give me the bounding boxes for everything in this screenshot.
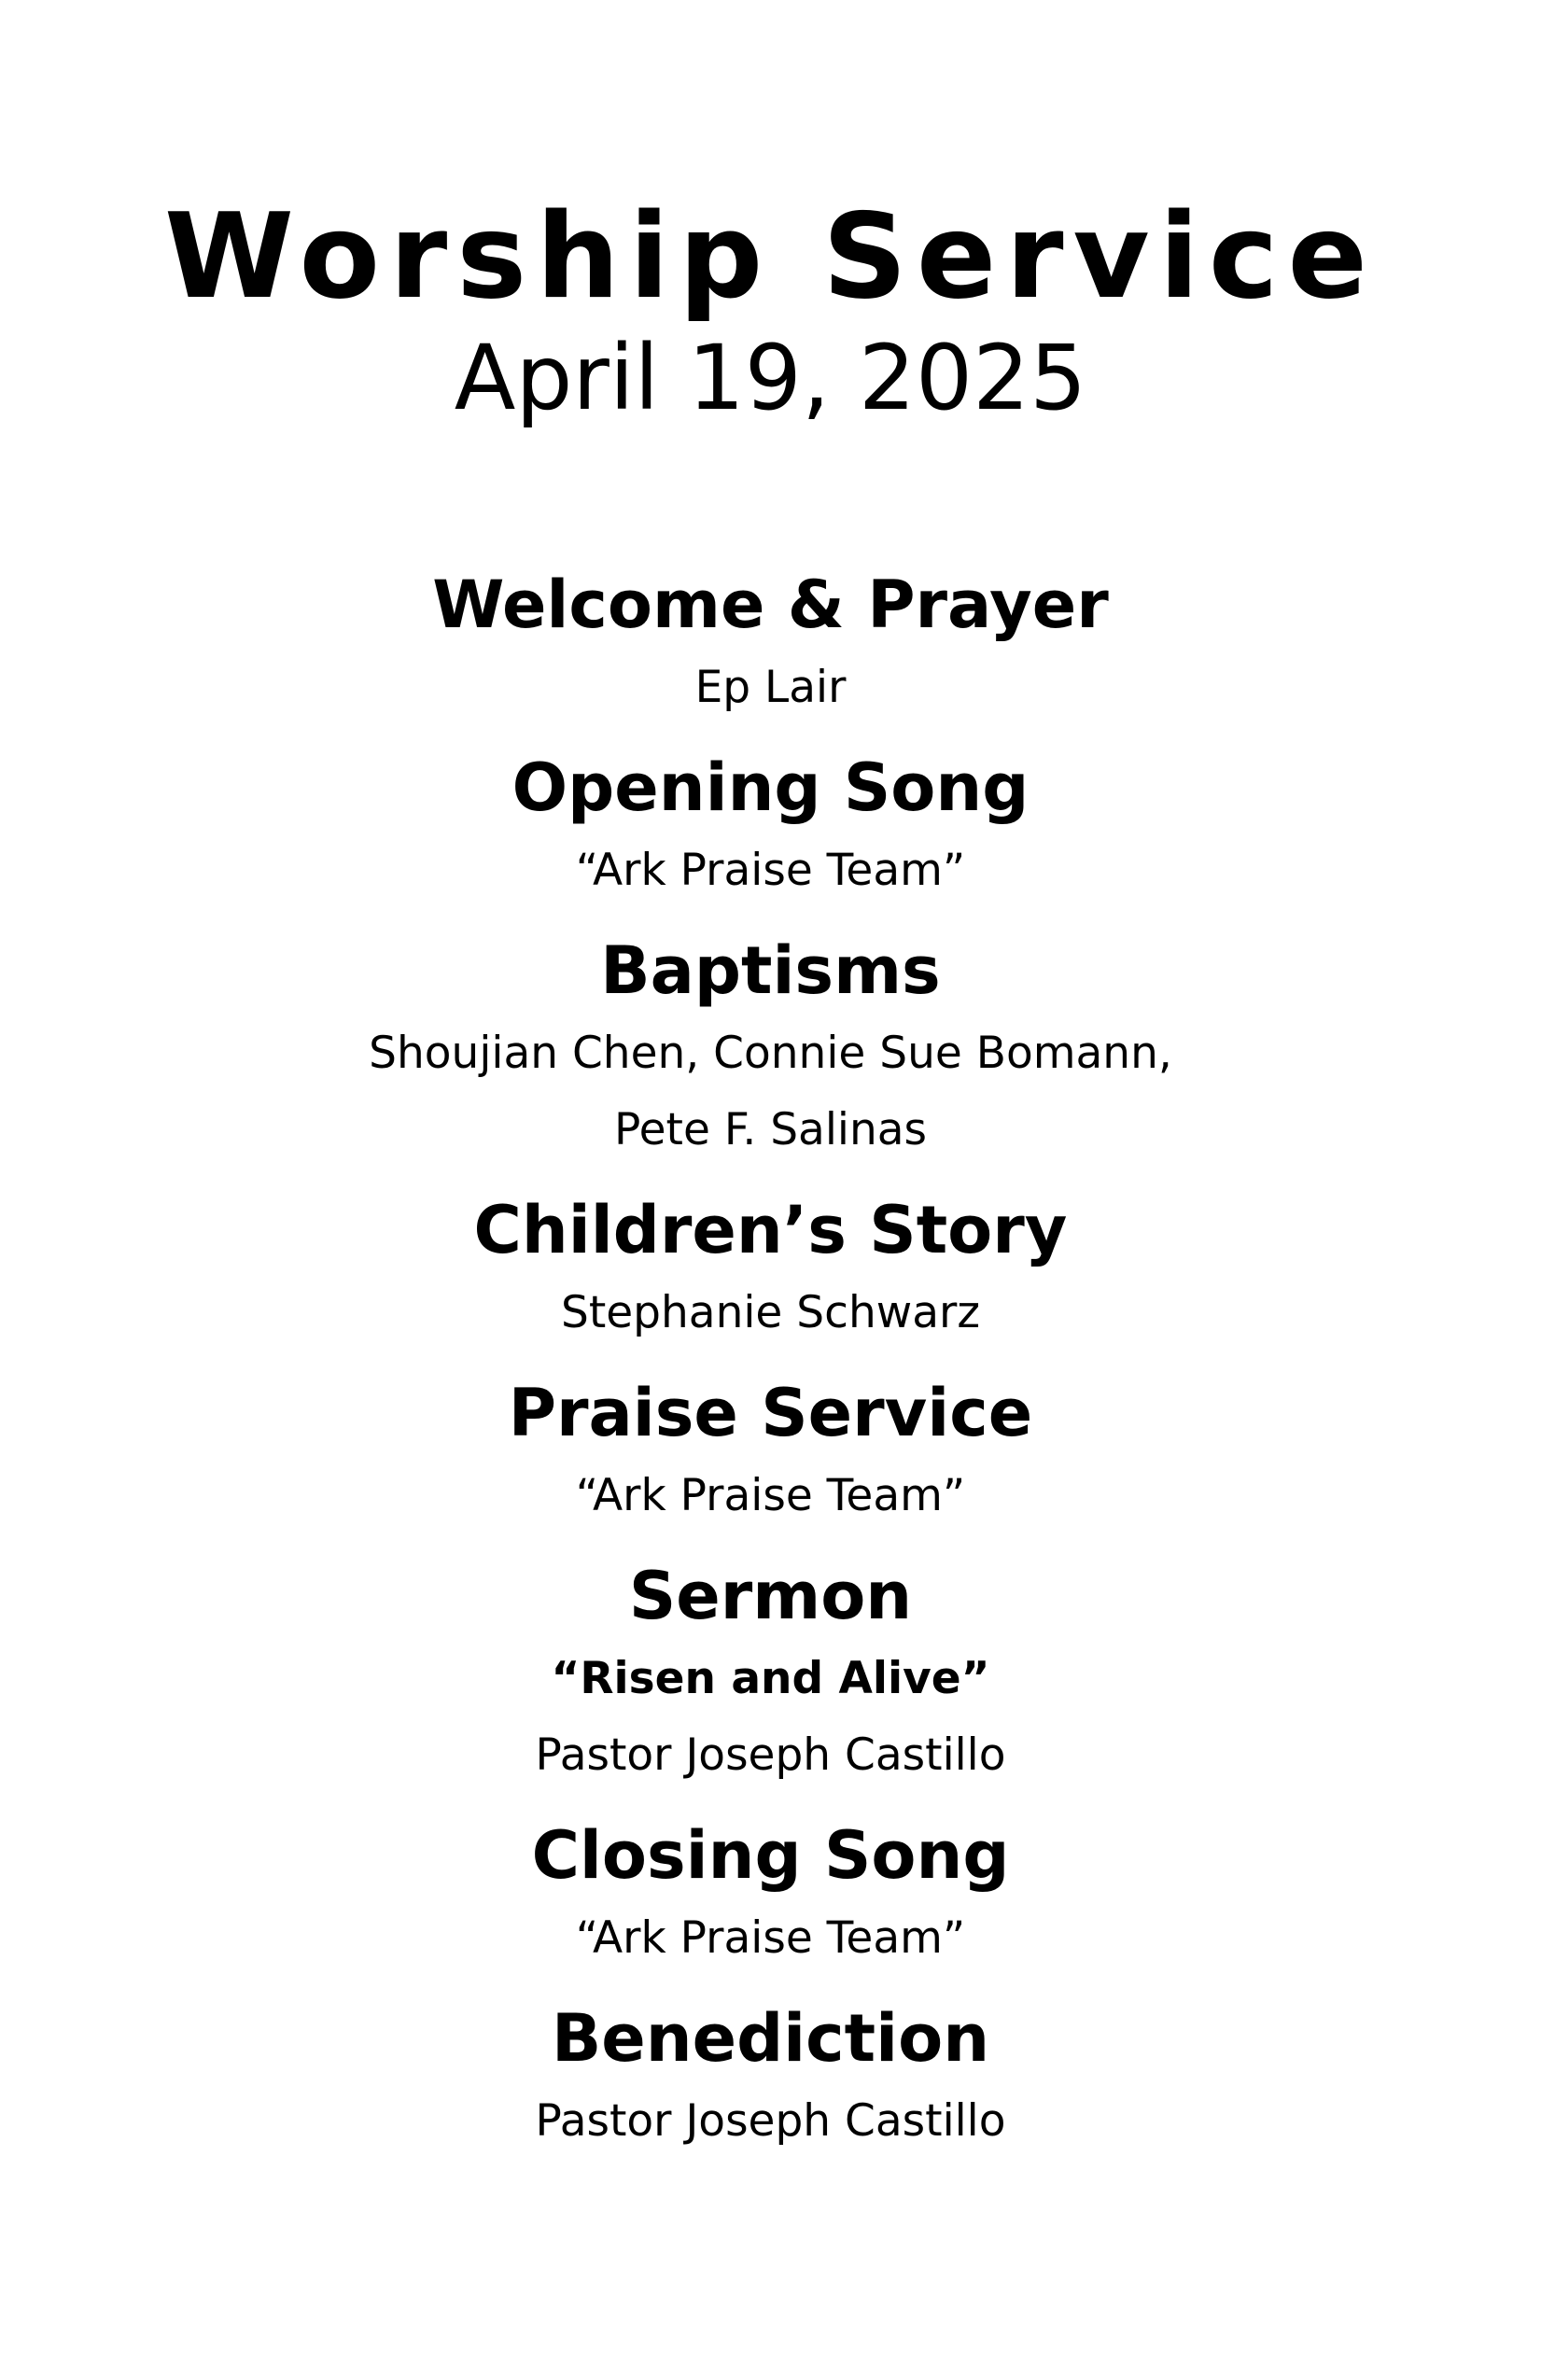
order-of-service <box>0 560 1541 2160</box>
program-item-childrens-story <box>0 1185 1541 1351</box>
program-item-heading: Sermon <box>628 1558 913 1634</box>
program-item-leader: “Ark Praise Team” <box>575 845 966 896</box>
program-item-leader: “Ark Praise Team” <box>575 1470 966 1521</box>
program-item-welcome-prayer <box>0 560 1541 726</box>
program-item-names: Pete F. Salinas <box>613 1104 928 1155</box>
page-title: Worship Service <box>164 188 1377 325</box>
program-item-closing-song <box>0 1811 1541 1977</box>
program-item-heading: Closing Song <box>531 1817 1010 1894</box>
program-item-heading: Baptisms <box>600 932 941 1009</box>
program-item-heading: Opening Song <box>511 749 1030 826</box>
program-item-leader: Ep Lair <box>694 662 847 713</box>
program-item-praise-service <box>0 1368 1541 1534</box>
program-item-opening-song <box>0 743 1541 909</box>
program-item-leader: Pastor Joseph Castillo <box>535 2095 1006 2147</box>
program-item-names: Shoujian Chen, Connie Sue Bomann, <box>369 1028 1172 1079</box>
program-item-leader: “Ark Praise Team” <box>575 1912 966 1964</box>
program-item-heading: Welcome & Prayer <box>432 567 1109 643</box>
program-item-heading: Children’s Story <box>473 1192 1068 1268</box>
program-item-heading: Benediction <box>551 2000 990 2077</box>
service-date: April 19, 2025 <box>454 326 1087 430</box>
program-item-benediction <box>0 1994 1541 2160</box>
program-item-leader: Stephanie Schwarz <box>560 1287 980 1338</box>
program-item-leader: Pastor Joseph Castillo <box>535 1729 1006 1781</box>
program-item-baptisms <box>0 926 1541 1169</box>
sermon-title: “Risen and Alive” <box>551 1653 990 1704</box>
program-item-heading: Praise Service <box>508 1375 1033 1451</box>
program-item-sermon <box>0 1551 1541 1794</box>
